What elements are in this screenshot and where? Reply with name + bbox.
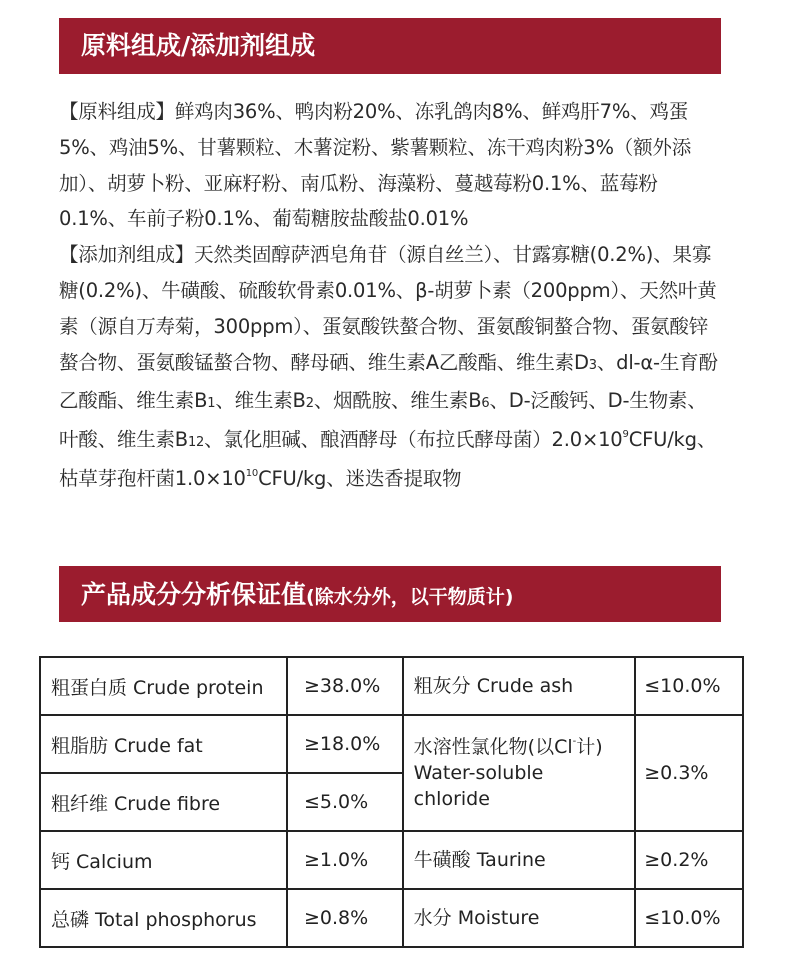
subscript: 12 xyxy=(187,435,205,451)
subscript: 1 xyxy=(207,396,216,412)
additives-list-part: 、烟酰胺、维生素B xyxy=(313,389,482,413)
raw-materials-paragraph xyxy=(59,94,724,237)
section-subtitle: (除水分外，以干物质计) xyxy=(306,586,514,608)
raw-materials-list: 鲜鸡肉36%、鸭肉粉20%、冻乳鸽肉8%、鲜鸡肝7%、鸡蛋5%、鸡油5%、甘薯颗粒、木薯淀粉、紫薯颗粒、冻干鸡肉粉3%（额外添加）、胡萝卜粉、亚麻籽粉、南瓜粉、海藻粉、蔓越莓粉0.1%、蓝莓粉0.1%、车前子粉0.1%、葡萄糖胺盐酸盐0.01% xyxy=(59,100,692,231)
nutrient-label: 粗纤维 Crude fibre xyxy=(40,773,287,831)
subscript: 3 xyxy=(588,357,597,373)
section-banner-ingredients xyxy=(59,18,721,74)
chloride-label-en: Water-soluble chloride xyxy=(413,762,544,810)
raw-materials-tag: 【原料组成】 xyxy=(59,100,175,123)
additives-list-part: CFU/kg、枯草芽孢杆菌1.0×10 xyxy=(59,428,717,490)
superscript: 10 xyxy=(245,467,259,479)
subscript: 6 xyxy=(481,396,490,412)
nutrient-label-chloride xyxy=(403,715,636,831)
additives-list-part: 、维生素B xyxy=(215,389,306,413)
superscript: - xyxy=(572,736,577,747)
nutrient-value: ≥0.3% xyxy=(635,715,743,831)
superscript: 9 xyxy=(622,429,629,441)
subscript: 2 xyxy=(305,396,314,412)
guaranteed-analysis-table xyxy=(39,656,744,948)
additives-paragraph xyxy=(59,237,724,497)
additives-list-part: CFU/kg、迷迭香提取物 xyxy=(258,466,462,490)
nutrient-label: 水分 Moisture xyxy=(403,889,636,947)
additives-list-part: 、氯化胆碱、酿酒酵母（布拉氏酵母菌）2.0×10 xyxy=(204,428,623,452)
nutrient-value: ≥1.0% xyxy=(287,831,403,889)
table-row xyxy=(40,657,743,715)
ingredients-text xyxy=(59,94,724,497)
nutrient-value: ≤10.0% xyxy=(635,889,743,947)
nutrient-value: ≥0.8% xyxy=(287,889,403,947)
nutrient-label: 粗脂肪 Crude fat xyxy=(40,715,287,773)
nutrient-value: ≥0.2% xyxy=(635,831,743,889)
nutrient-label: 粗灰分 Crude ash xyxy=(403,657,636,715)
nutrient-value: ≤10.0% xyxy=(635,657,743,715)
additives-list-part: 、dl-α-生育酚乙酸酯、维生素B xyxy=(59,350,718,413)
table-row xyxy=(40,715,743,773)
additives-list-part: 、D-泛酸钙、D-生物素、叶酸、维生素B xyxy=(59,389,707,452)
nutrient-label: 牛磺酸 Taurine xyxy=(403,831,636,889)
section-title: 原料组成/添加剂组成 xyxy=(81,31,316,60)
nutrient-value: ≥18.0% xyxy=(287,715,403,773)
nutrient-label: 总磷 Total phosphorus xyxy=(40,889,287,947)
nutrient-label: 粗蛋白质 Crude protein xyxy=(40,657,287,715)
nutrient-value: ≤5.0% xyxy=(287,773,403,831)
section-title: 产品成分分析保证值 xyxy=(81,580,307,609)
nutrient-value: ≥38.0% xyxy=(287,657,403,715)
table-row xyxy=(40,889,743,947)
nutrient-label: 钙 Calcium xyxy=(40,831,287,889)
additives-list-part: 天然类固醇萨洒皂角苷（源自丝兰）、甘露寡糖(0.2%)、果寡糖(0.2%)、牛磺酸、硫酸软骨素0.01%、β-胡萝卜素（200ppm）、天然叶黄素（源自万寿菊，300ppm）、蛋氨酸铁螯合物、蛋氨酸铜螯合物、蛋氨酸锌螯合物、蛋氨酸锰螯合物、酵母硒、维生素A乙酸酯、维生素D xyxy=(59,243,717,374)
chloride-label-text: 计) xyxy=(576,736,603,758)
chloride-label-cn xyxy=(414,734,625,760)
table-row xyxy=(40,831,743,889)
additives-tag: 【添加剂组成】 xyxy=(59,243,195,267)
section-banner-analysis xyxy=(59,566,721,622)
chloride-label-text: 水溶性氯化物(以Cl xyxy=(413,736,573,758)
